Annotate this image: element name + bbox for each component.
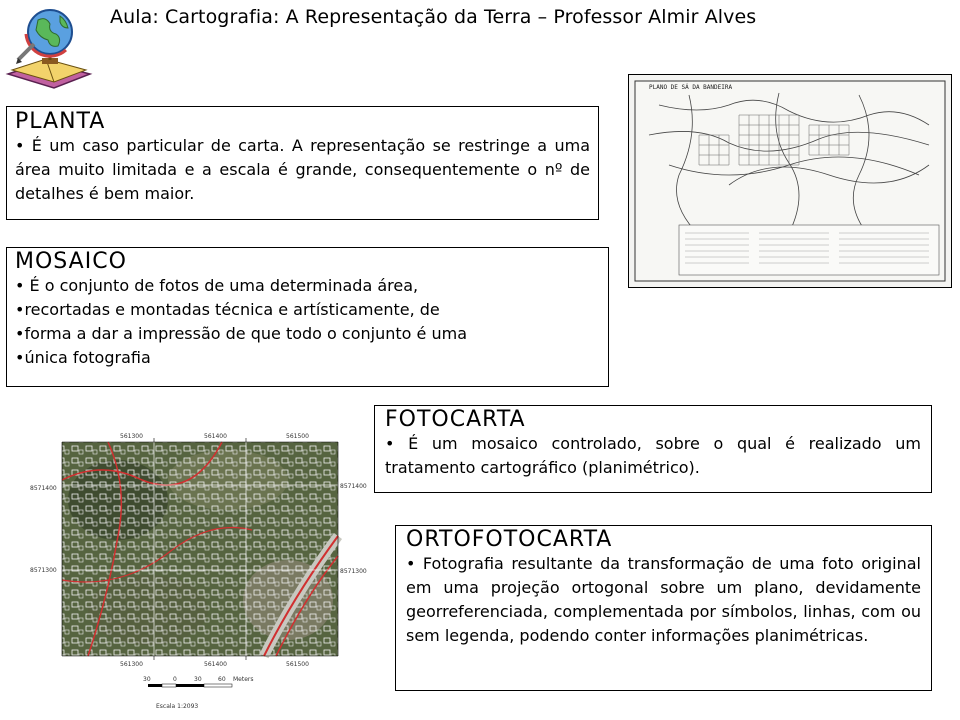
fotocarta-heading: FOTOCARTA (385, 407, 526, 432)
left-coord-1: 8571400 (30, 485, 57, 492)
fotocarta-section (374, 405, 932, 493)
bottom-coord-3: 561500 (286, 661, 309, 668)
scalebar-unit: Meters (233, 676, 254, 683)
scalebar-label-3: 30 (194, 676, 202, 683)
mosaico-line-1: • É o conjunto de fotos de uma determinada área, (15, 276, 419, 295)
scale-text: Escala 1:2093 (156, 703, 199, 710)
ortofotocarta-heading: ORTOFOTOCARTA (406, 527, 613, 552)
right-coord-1: 8571400 (340, 483, 367, 490)
scalebar-label-2: 0 (173, 676, 177, 683)
fotocarta-text: • É um mosaico controlado, sobre o qual é realizado um tratamento cartográfico (planimétrico). (385, 434, 921, 477)
ortofotocarta-section (395, 525, 932, 691)
ortofotocarta-text: • Fotografia resultante da transformação de uma foto original em uma projeção ortogonal sobre um plano, devidamente georreferenciada, complementada por símbolos, linhas, com ou sem legenda, podendo conter informações planimétricas. (406, 554, 921, 645)
mosaico-section (6, 247, 609, 387)
bottom-coord-1: 561300 (120, 661, 143, 668)
mosaico-line-2: •recortadas e montadas técnica e artísticamente, de (15, 300, 440, 319)
scale-bar (143, 676, 254, 710)
city-plan-drawing (629, 75, 951, 287)
mosaico-line-4: •única fotografia (15, 348, 151, 367)
bottom-coord-2: 561400 (204, 661, 227, 668)
top-coord-3: 561500 (286, 433, 309, 440)
page-title: Aula: Cartografia: A Representação da Terra – Professor Almir Alves (110, 6, 757, 28)
top-coord-2: 561400 (204, 433, 227, 440)
mosaico-heading: MOSAICO (15, 249, 127, 274)
orthophoto-map (28, 420, 373, 715)
mosaico-line-3: •forma a dar a impressão de que todo o conjunto é uma (15, 324, 467, 343)
top-coord-1: 561300 (120, 433, 143, 440)
plano-map-title: PLANO DE SÁ DA BANDEIRA (649, 84, 733, 91)
orthophoto-drawing (28, 420, 373, 715)
scalebar-label-4: 60 (218, 676, 226, 683)
plano-map-image (628, 74, 952, 288)
right-coord-2: 8571300 (340, 568, 367, 575)
planta-heading: PLANTA (15, 109, 106, 134)
planta-text: • É um caso particular de carta. A representação se restringe a uma área muito limitada e a escala é grande, consequentemente o nº de detalhes é bem maior. (15, 136, 590, 203)
planta-section (6, 106, 599, 220)
scalebar-label-1: 30 (143, 676, 151, 683)
globe-book-logo-icon (4, 4, 94, 94)
left-coord-2: 8571300 (30, 567, 57, 574)
